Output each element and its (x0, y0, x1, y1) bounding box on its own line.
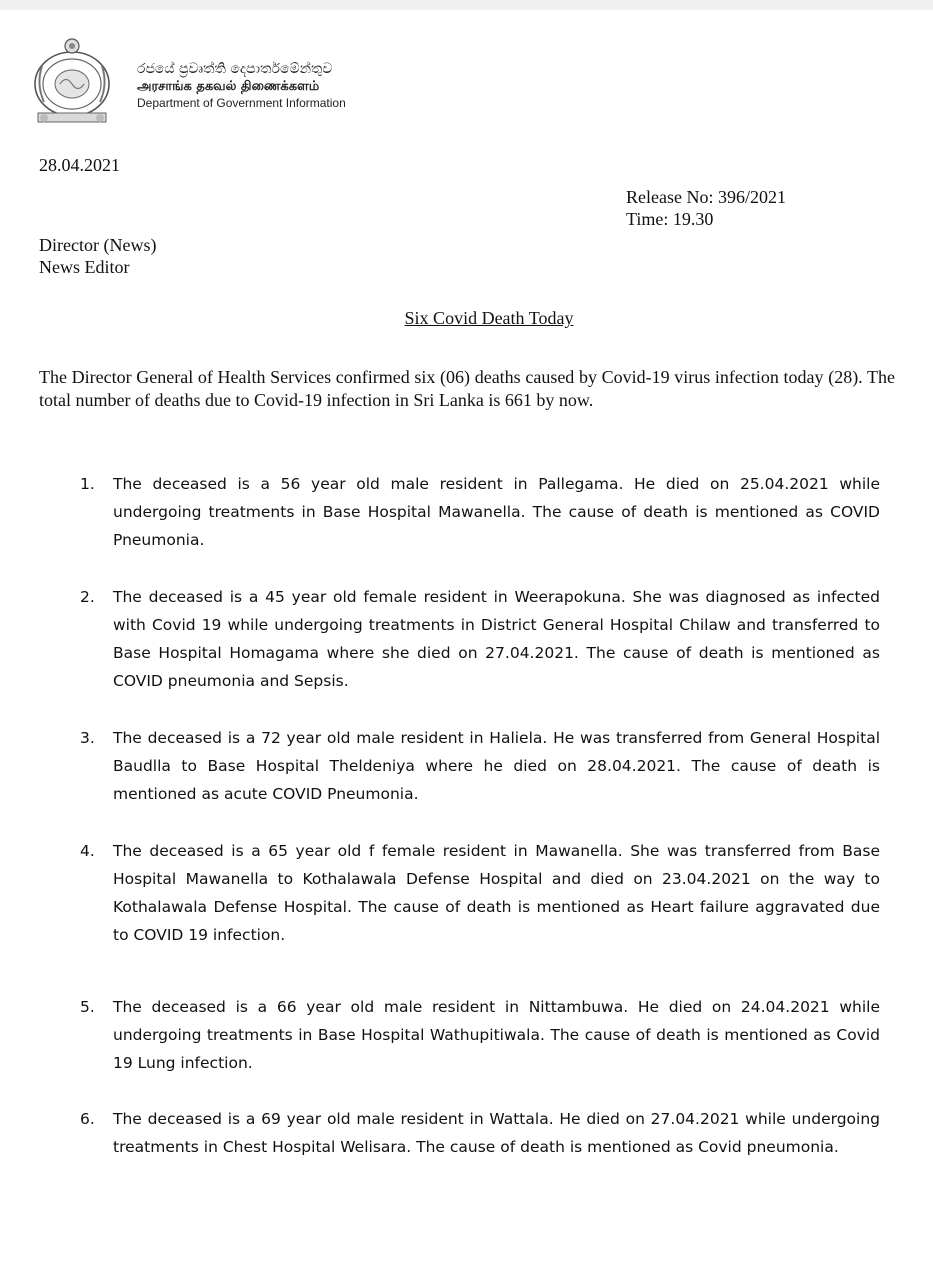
list-item (80, 837, 880, 949)
list-item-number: 4. (80, 842, 95, 860)
release-time: Time: 19.30 (626, 209, 714, 229)
list-item-number: 5. (80, 998, 95, 1016)
release-info (626, 186, 786, 230)
list-item (80, 993, 880, 1077)
list-item-text: The deceased is a 56 year old male resident in Pallegama. He died on 25.04.2021 while undergoing treatments in Base Hospital Mawanella. The cause of death is mentioned as COVID Pneumonia. (113, 475, 880, 549)
department-name-block (137, 60, 346, 112)
list-item-number: 2. (80, 588, 95, 606)
list-item-number: 3. (80, 729, 95, 747)
department-name-english: Department of Government Information (137, 96, 346, 110)
intro-paragraph: The Director General of Health Services confirmed six (06) deaths caused by Covid-19 virus infection today (28). The total number of deaths due to Covid-19 infection in Sri Lanka is 661 by now. (39, 367, 895, 410)
list-item-text: The deceased is a 45 year old female resident in Weerapokuna. She was diagnosed as infected with Covid 19 while undergoing treatments in District General Hospital Chilaw and transferred to Base Hospital Homagama where she died on 27.04.2021. The cause of death is mentioned as COVID pneumonia and Sepsis. (113, 588, 880, 690)
list-item-text: The deceased is a 72 year old male resident in Haliela. He was transferred from General Hospital Baudlla to Base Hospital Theldeniya where he died on 28.04.2021. The cause of death is mentioned as acute COVID Pneumonia. (113, 729, 880, 803)
government-seal-icon (30, 36, 114, 126)
list-item-text: The deceased is a 65 year old f female resident in Mawanella. She was transferred from Base Hospital Mawanella to Kothalawala Defense Hospital and died on 23.04.2021 on the way to Kothalawala Defense Hospital. The cause of death is mentioned as Heart failure aggravated due to COVID 19 infection. (113, 842, 880, 944)
death-list (80, 470, 880, 1161)
list-item-number: 6. (80, 1110, 95, 1128)
recipients (39, 234, 156, 278)
list-item-text: The deceased is a 66 year old male resident in Nittambuwa. He died on 24.04.2021 while undergoing treatments in Base Hospital Wathupitiwala. The cause of death is mentioned as Covid 19 Lung infection. (113, 998, 880, 1072)
department-name-sinhala: රජයේ ප්‍රවෘත්ති දෙපාර්තමේන්තුව (137, 61, 333, 77)
list-item (80, 583, 880, 695)
recipient-editor: News Editor (39, 257, 130, 277)
recipient-director: Director (News) (39, 235, 157, 255)
release-number: Release No: 396/2021 (626, 187, 786, 207)
list-item (80, 470, 880, 554)
list-item-text: The deceased is a 69 year old male resident in Wattala. He died on 27.04.2021 while undergoing treatments in Chest Hospital Welisara. The cause of death is mentioned as Covid pneumonia. (113, 1110, 880, 1156)
list-item-number: 1. (80, 475, 95, 493)
top-strip (0, 0, 933, 10)
document-date: 28.04.2021 (39, 155, 120, 175)
department-name-tamil: அரசாங்க தகவல் திணைக்களம் (137, 79, 320, 94)
list-item (80, 724, 880, 808)
headline: Six Covid Death Today (404, 308, 574, 328)
list-item (80, 1105, 880, 1161)
